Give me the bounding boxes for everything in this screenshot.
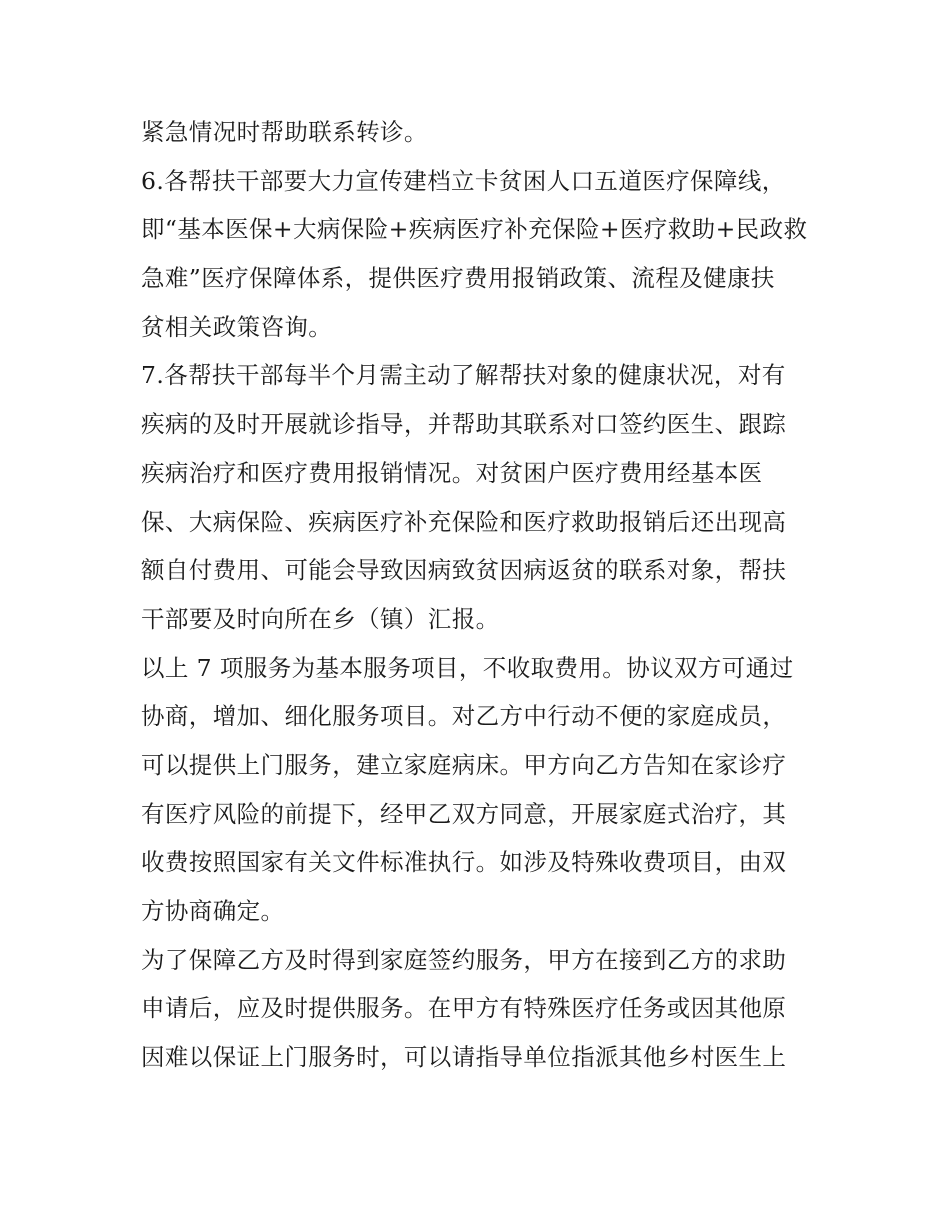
text-line: 有医疗风险的前提下，经甲乙双方同意，开展家庭式治疗，其 bbox=[141, 799, 787, 828]
text-line: 额自付费用、可能会导致因病致贫因病返贫的联系对象，帮扶 bbox=[141, 556, 787, 585]
text-line: 6.各帮扶干部要大力宣传建档立卡贫困人口五道医疗保障线， bbox=[141, 166, 786, 195]
text-line: 收费按照国家有关文件标准执行。如涉及特殊收费项目，由双 bbox=[141, 848, 787, 877]
text-line: 为了保障乙方及时得到家庭签约服务，甲方在接到乙方的求助 bbox=[141, 945, 787, 974]
text-line: 干部要及时向所在乡（镇）汇报。 bbox=[141, 604, 500, 633]
text-line: 可以提供上门服务，建立家庭病床。甲方向乙方告知在家诊疗 bbox=[141, 750, 787, 779]
text-line: 以上 7 项服务为基本服务项目，不收取费用。协议双方可通过 bbox=[141, 653, 794, 682]
text-line: 即“基本医保+大病保险+疾病医疗补充保险+医疗救助+民政救 bbox=[141, 215, 808, 244]
text-line: 因难以保证上门服务时，可以请指导单位指派其他乡村医生上 bbox=[141, 1043, 787, 1072]
text-line: 申请后，应及时提供服务。在甲方有特殊医疗任务或因其他原 bbox=[141, 994, 787, 1023]
text-line: 贫相关政策咨询。 bbox=[141, 312, 333, 341]
text-line: 急难”医疗保障体系，提供医疗费用报销政策、流程及健康扶 bbox=[141, 264, 775, 293]
text-line: 协商，增加、细化服务项目。对乙方中行动不便的家庭成员， bbox=[141, 702, 787, 731]
text-line: 紧急情况时帮助联系转诊。 bbox=[141, 118, 428, 146]
text-line: 疾病治疗和医疗费用报销情况。对贫困户医疗费用经基本医 bbox=[141, 458, 763, 487]
text-line: 疾病的及时开展就诊指导，并帮助其联系对口签约医生、跟踪 bbox=[141, 410, 787, 439]
text-line: 方协商确定。 bbox=[141, 897, 285, 925]
document-body bbox=[141, 108, 821, 1082]
text-line: 保、大病保险、疾病医疗补充保险和医疗救助报销后还出现高 bbox=[141, 507, 787, 536]
text-line: 7.各帮扶干部每半个月需主动了解帮扶对象的健康状况，对有 bbox=[141, 361, 786, 390]
